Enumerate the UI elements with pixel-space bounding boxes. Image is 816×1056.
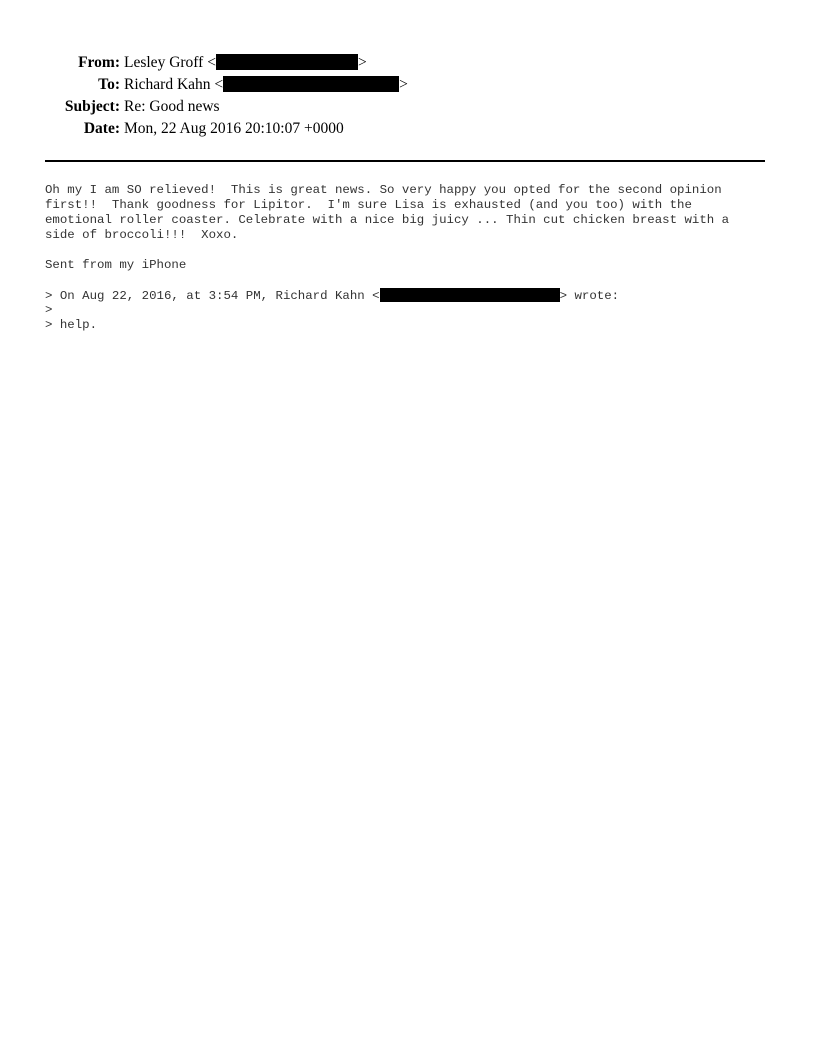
body-line: side of broccoli!!! Xoxo. bbox=[45, 228, 239, 242]
from-name: Lesley Groff bbox=[124, 54, 204, 71]
to-row bbox=[0, 74, 816, 96]
email-body bbox=[45, 183, 785, 333]
redacted-email-from bbox=[216, 54, 358, 70]
redacted-email-quote bbox=[380, 288, 560, 302]
quote-blank-line: > bbox=[45, 303, 53, 317]
quote-text-line: > help. bbox=[45, 318, 98, 332]
to-label: To: bbox=[98, 76, 120, 93]
signature-line: Sent from my iPhone bbox=[45, 258, 187, 272]
date-value: Mon, 22 Aug 2016 20:10:07 +0000 bbox=[124, 120, 344, 137]
body-line: Oh my I am SO relieved! This is great news. So very happy you opted for the second opinion bbox=[45, 183, 722, 197]
from-value: Lesley Groff < > bbox=[124, 54, 367, 71]
from-row bbox=[0, 52, 816, 74]
spacer bbox=[45, 243, 785, 258]
subject-value: Re: Good news bbox=[124, 98, 220, 115]
email-header bbox=[0, 52, 816, 140]
redacted-email-to bbox=[223, 76, 399, 92]
header-divider bbox=[45, 160, 765, 162]
spacer bbox=[45, 273, 785, 288]
date-label: Date: bbox=[83, 120, 120, 137]
from-label: From: bbox=[78, 54, 120, 71]
to-name: Richard Kahn bbox=[124, 76, 211, 93]
quote-header-line bbox=[45, 288, 785, 303]
quote-suffix: > wrote: bbox=[559, 289, 620, 303]
date-row bbox=[0, 118, 816, 140]
subject-row bbox=[0, 96, 816, 118]
body-line: emotional roller coaster. Celebrate with a nice big juicy ... Thin cut chicken breast with a bbox=[45, 213, 730, 227]
quote-prefix: > On Aug 22, 2016, at 3:54 PM, Richard Kahn < bbox=[45, 289, 380, 303]
body-line: first!! Thank goodness for Lipitor. I'm sure Lisa is exhausted (and you too) with the bbox=[45, 198, 692, 212]
to-value: Richard Kahn < > bbox=[124, 76, 408, 93]
subject-label: Subject: bbox=[64, 98, 120, 115]
